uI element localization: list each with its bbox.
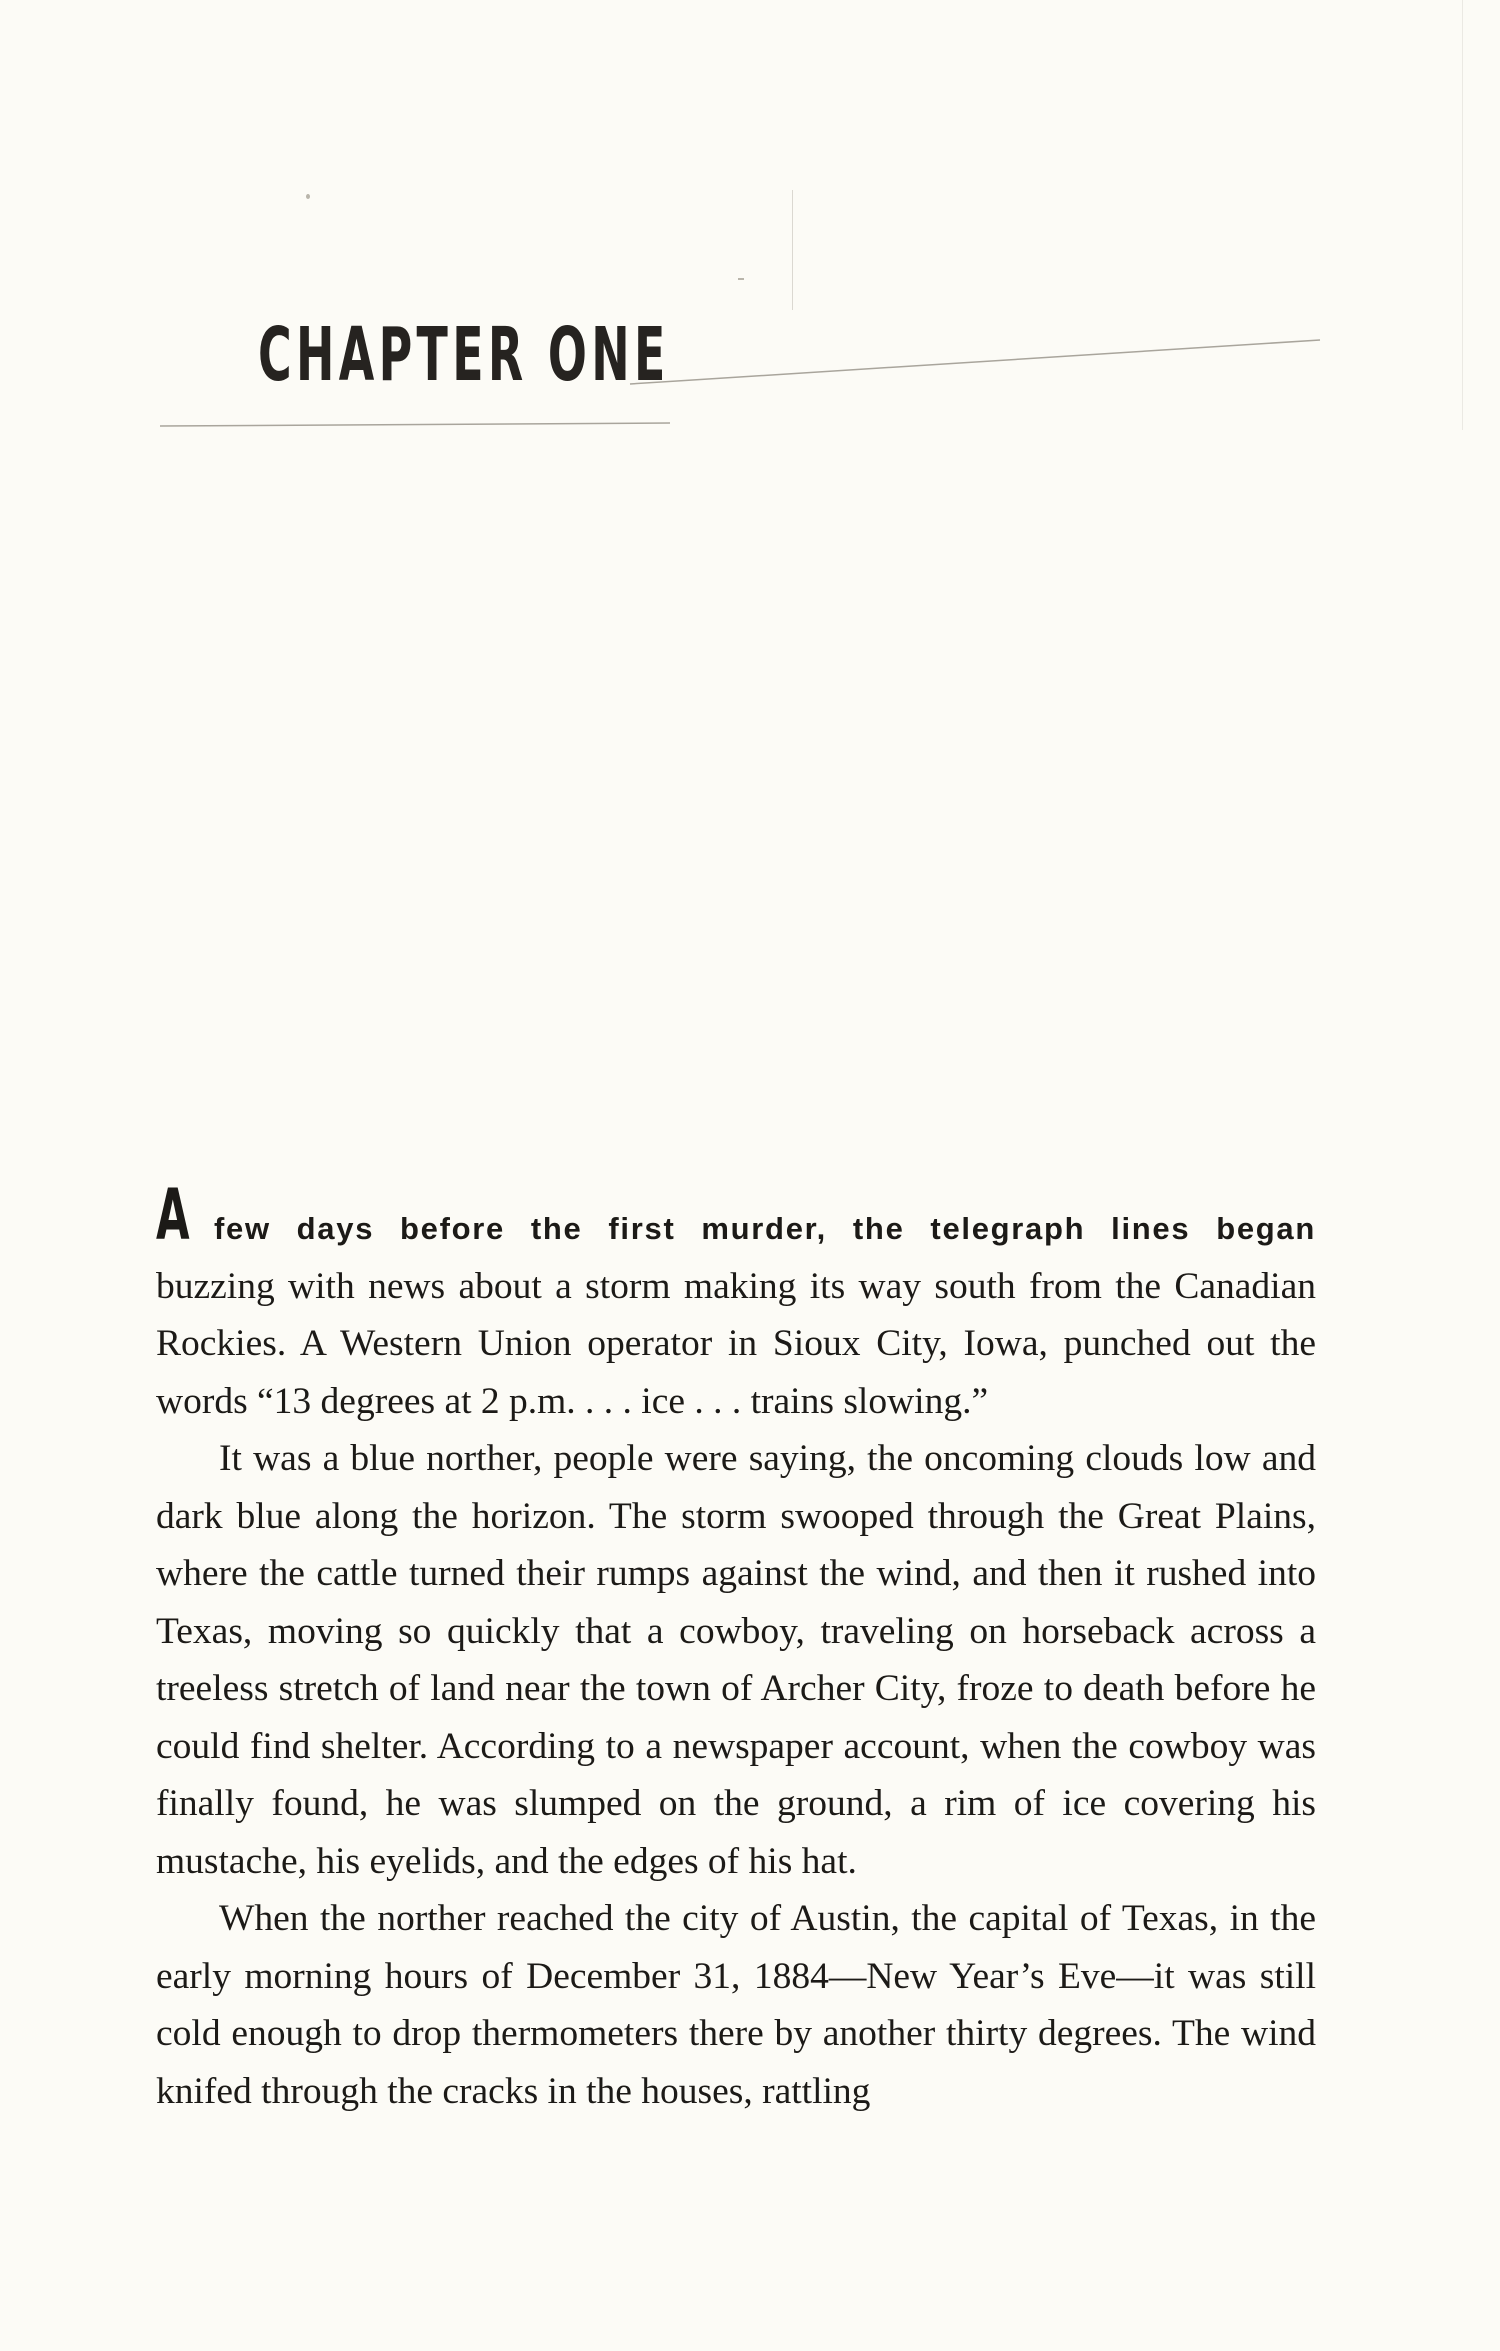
scan-speck xyxy=(306,194,310,199)
chapter-heading: CHAPTER ONE xyxy=(258,312,670,398)
lead-in: few days before the first murder, the telegraph lines began xyxy=(213,1211,1317,1246)
paragraph-3: When the norther reached the city of Austin, the capital of Texas, in the early morning hours of December 31, 1884—New Year’s Eve—it was still cold enough to drop thermometers there by another thirty degrees. The wind knifed through the cracks in the houses, rattling xyxy=(156,1898,1316,2112)
drop-cap: A xyxy=(156,1174,190,1256)
scan-line xyxy=(1462,0,1463,430)
paragraph-1-text: buzzing with news about a storm making its way south from the Canadian Rockies. A Western Union operator in Sioux City, Iowa, punched out the words “13 degrees at 2 p.m. . . . ice . . . trains slowing.” xyxy=(156,1265,1316,1422)
scan-speck xyxy=(738,278,744,280)
paragraph-1 xyxy=(156,1174,1317,1430)
chapter-body xyxy=(156,1174,1317,2120)
paragraph-2: It was a blue norther, people were saying, the oncoming clouds low and dark blue along the horizon. The storm swooped through the Great Plains, where the cattle turned their rumps against the wind, and then it rushed into Texas, moving so quickly that a cowboy, traveling on horseback across a treeless stretch of land near the town of Archer City, froze to death before he could find shelter. According to a newspaper account, when the cowboy was finally found, he was slumped on the ground, a rim of ice covering his mustache, his eyelids, and the edges of his hat. xyxy=(156,1438,1316,1882)
scan-line xyxy=(792,190,793,310)
